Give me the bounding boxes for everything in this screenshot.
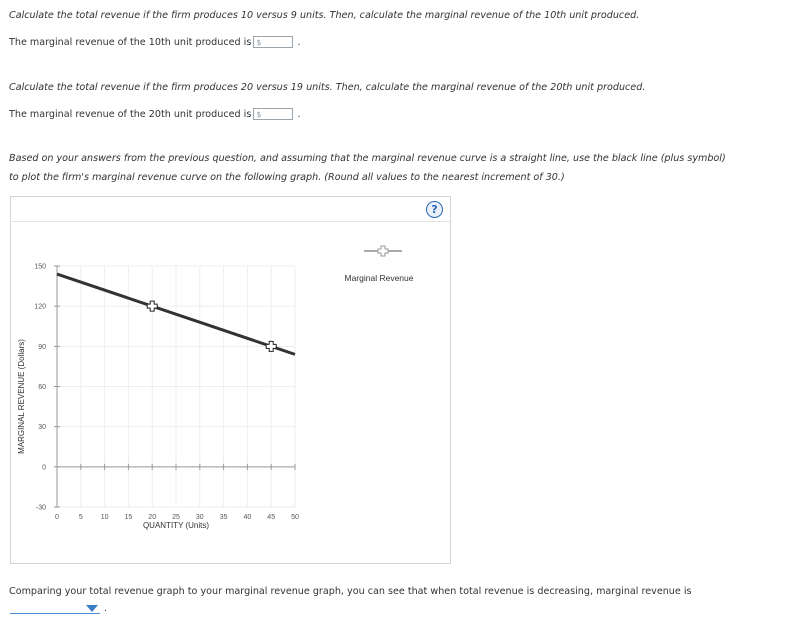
x-tick-label: 40 [243, 514, 252, 521]
x-tick-label: 0 [55, 514, 59, 521]
instruction-line-2: to plot the firm's marginal revenue curve on the following graph. (Round all values to the nearest increment of 30.) [9, 172, 565, 183]
answer-2-row [9, 108, 300, 120]
comparison-text: Comparing your total revenue graph to your marginal revenue graph, you can see that when total revenue is decreasing, marginal revenue is [9, 586, 692, 597]
y-tick-label: 30 [38, 424, 46, 432]
y-tick-label: 0 [42, 464, 46, 472]
plus-point-handle[interactable] [147, 301, 157, 311]
graph-panel [10, 196, 451, 564]
answer-1-row [9, 36, 300, 48]
marginal-revenue-dropdown[interactable] [10, 600, 100, 614]
y-tick-label: 120 [34, 303, 46, 311]
x-tick-label: 35 [219, 514, 228, 521]
x-tick-label: 45 [267, 514, 276, 521]
currency-symbol: $ [256, 37, 262, 47]
help-button[interactable]: ? [426, 201, 443, 218]
answer-2-period: . [297, 108, 301, 120]
x-axis-label: QUANTITY (Units) [142, 521, 210, 530]
y-tick-label: 150 [34, 263, 46, 271]
plus-point-handle[interactable] [266, 341, 276, 351]
legend-plus-icon[interactable] [378, 246, 388, 256]
answer-2-label: The marginal revenue of the 20th unit produced is [9, 108, 252, 120]
question-2-text: Calculate the total revenue if the firm produces 20 versus 19 units. Then, calculate the marginal revenue of the 20th unit produced. [9, 82, 646, 93]
dropdown-period: . [104, 603, 108, 614]
graph-panel-toolbar [11, 197, 450, 222]
answer-1-label: The marginal revenue of the 10th unit produced is [9, 36, 252, 48]
marginal-revenue-chart[interactable] [11, 222, 450, 564]
currency-symbol: $ [256, 109, 262, 119]
x-tick-label: 25 [172, 514, 180, 521]
instruction-line-1: Based on your answers from the previous question, and assuming that the marginal revenue curve is a straight line, use the black line (plus symbol) [9, 153, 726, 164]
y-axis-label: MARGINAL REVENUE (Dollars) [17, 339, 26, 454]
x-tick-label: 50 [291, 514, 299, 521]
x-tick-label: 30 [195, 514, 204, 521]
x-tick-label: 15 [124, 514, 133, 521]
chevron-down-icon [86, 605, 98, 612]
y-tick-label: 90 [38, 343, 46, 351]
answer-1-period: . [297, 36, 301, 48]
x-tick-label: 5 [78, 514, 83, 521]
y-tick-label: -30 [35, 504, 46, 512]
x-tick-label: 10 [100, 514, 109, 521]
question-1-text: Calculate the total revenue if the firm produces 10 versus 9 units. Then, calculate the marginal revenue of the 10th unit produced. [9, 10, 640, 21]
answer-2-input[interactable] [253, 108, 293, 120]
answer-1-input[interactable] [253, 36, 293, 48]
x-tick-label: 20 [148, 514, 157, 521]
y-tick-label: 60 [38, 384, 46, 391]
legend-label: Marginal Revenue [344, 273, 414, 283]
